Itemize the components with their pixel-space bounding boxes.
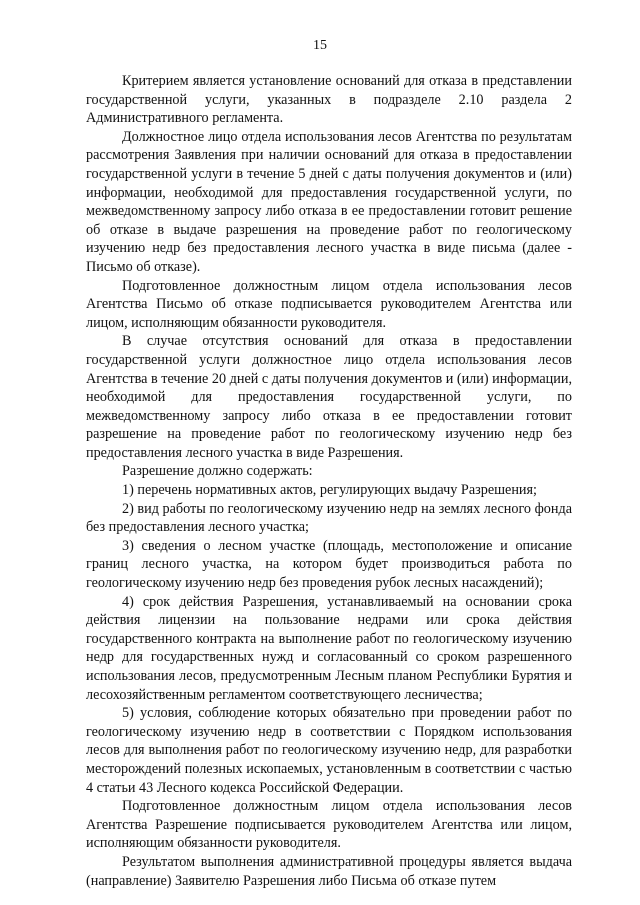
list-item-1: 1) перечень нормативных актов, регулирующих выдачу Разрешения; <box>122 482 537 499</box>
paragraph-result: Результатом выполнения административной процедуры является выдача (направление) Заявителю Разрешения либо Письма об отказе путем <box>86 853 572 889</box>
body-text <box>86 72 572 890</box>
page-number: 15 <box>313 38 327 53</box>
list-item-2: 2) вид работы по геологическому изучению недр на землях лесного фонда без предоставления лесного участка; <box>86 500 572 536</box>
paragraph-refusal-decision: Должностное лицо отдела использования лесов Агентства по результатам рассмотрения Заявления при наличии оснований для отказа в предоставлении государственной услуги в течение 5 дней с даты получения документов и (или) информации, необходимой для предоставления государственной услуги, по межведомственному запросу либо отказа в ее предоставлении готовит решение об отказе в выдаче разрешения на проведение работ по геологическому изучению недр без предоставления лесного участка в виде письма (далее - Письмо об отказе). <box>86 128 572 275</box>
list-item-5: 5) условия, соблюдение которых обязательно при проведении работ по геологическому изучению недр в соответствии с Порядком использования лесов для выполнения работ по геологическому изучению недр, для разработки месторождений полезных ископаемых, установленным в соответствии с частью 4 статьи 43 Лесного кодекса Российской Федерации. <box>86 705 572 796</box>
list-item-3: 3) сведения о лесном участке (площадь, местоположение и описание границ лесного участка, на котором будет производиться работа по геологическому изучению недр без проведения рубок лесных насаждений); <box>86 537 572 592</box>
paragraph-permit-preparation: В случае отсутствия оснований для отказа в предоставлении государственной услуги должностное лицо отдела использования лесов Агентства в течение 20 дней с даты получения документов и (или) информации, необходимой для предоставления государственной услуги, по межведомственному запросу либо отказа в ее предоставлении готовит разрешение на проведение работ по геологическому изучению недр без предоставления лесного участка в виде Разрешения. <box>86 333 572 461</box>
paragraph-criterion: Критерием является установление оснований для отказа в представлении государственной услуги, указанных в подразделе 2.10 раздела 2 Административного регламента. <box>86 73 572 127</box>
paragraph-refusal-signing: Подготовленное должностным лицом отдела использования лесов Агентства Письмо об отказе подписывается руководителем Агентства или лицом, исполняющим обязанности руководителя. <box>86 277 572 331</box>
paragraph-permit-contents: Разрешение должно содержать: <box>122 463 313 480</box>
list-item-4: 4) срок действия Разрешения, устанавливаемый на основании срока действия лицензии на пользование недрами или срока действия государственного контракта на выполнение работ по геологическому изучению недр для государственных нужд и согласованный со сроком разрешенного использования лесов, предусмотренным Лесным планом Республики Бурятия и лесохозяйственным регламентом соответствующего лесничества; <box>86 593 572 703</box>
paragraph-permit-signing: Подготовленное должностным лицом отдела использования лесов Агентства Разрешение подписывается руководителем Агентства или лицом, исполняющим обязанности руководителя. <box>86 798 572 852</box>
